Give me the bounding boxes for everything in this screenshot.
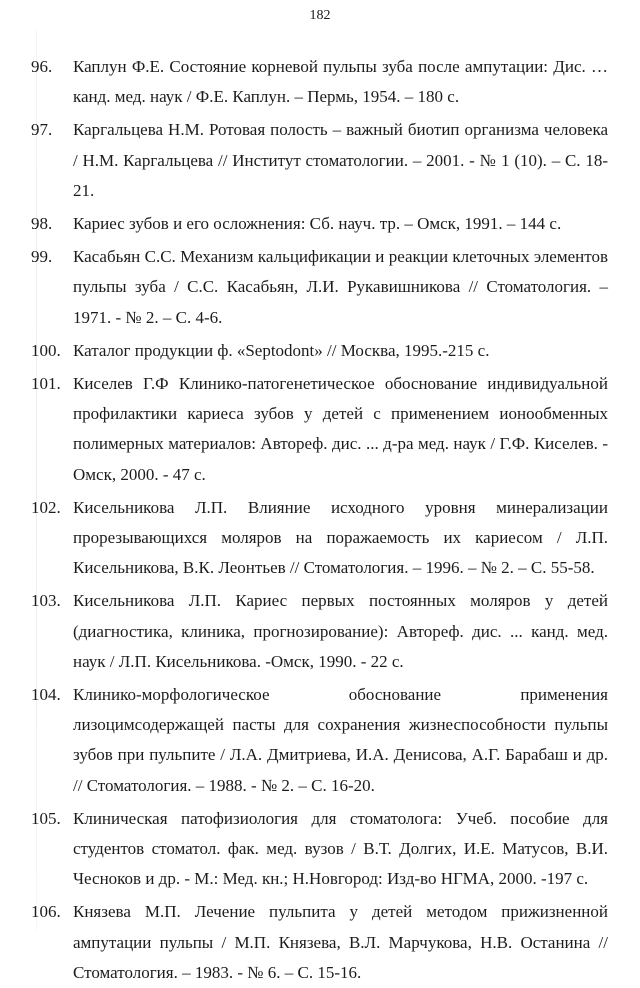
reference-text: Клинико-морфологическое обоснование применения лизоцимсодержащей пасты для сохранения жизнеспособности пульпы зубов при пульпите / Л.А. Дмитриева, И.А. Денисова, А.Г. Барабаш и др. // Стоматология. – 1988. - № 2. – С. 16-20.: [73, 685, 608, 795]
reference-text: Кариес зубов и его осложнения: Сб. науч. тр. – Омск, 1991. – 144 с.: [73, 214, 562, 234]
reference-text: Киселев Г.Ф Клинико-патогенетическое обоснование индивидуальной профилактики кариеса зубов у детей с применением ионообменных полимерных материалов: Автореф. дис. ... д-ра мед. наук / Г.Ф. Киселев. - Омск, 2000. - 47 с.: [73, 374, 608, 484]
reference-text: Каталог продукции ф. «Septodont» // Москва, 1995.-215 с.: [73, 340, 490, 360]
reference-item: [31, 897, 608, 988]
reference-number: 104.: [31, 685, 61, 705]
reference-item: [31, 680, 608, 801]
reference-item: [31, 586, 608, 677]
reference-item: [31, 52, 608, 112]
reference-item: [31, 209, 608, 239]
reference-text: Князева М.П. Лечение пульпита у детей методом прижизненной ампутации пульпы / М.П. Князева, В.Л. Марчукова, Н.В. Останина // Стоматология. – 1983. - № 6. – С. 15-16.: [73, 902, 608, 982]
reference-number: 97.: [31, 120, 53, 140]
reference-text: Каплун Ф.Е. Состояние корневой пульпы зуба после ампутации: Дис. … канд. мед. наук / Ф.Е. Каплун. – Пермь, 1954. – 180 с.: [73, 57, 608, 107]
reference-list: [31, 52, 608, 988]
page-number: 182: [309, 8, 331, 23]
reference-item: [31, 336, 608, 366]
reference-text: Кисельникова Л.П. Кариес первых постоянных моляров у детей (диагностика, клиника, прогнозирование): Автореф. дис. ... канд. мед. наук / Л.П. Кисельникова. -Омск, 1990. - 22 с.: [73, 591, 608, 671]
reference-item: [31, 242, 608, 333]
reference-text: Каргальцева Н.М. Ротовая полость – важный биотип организма человека / Н.М. Каргальцева // Институт стоматологии. – 2001. - № 1 (10). – С. 18-21.: [73, 120, 608, 200]
reference-number: 100.: [31, 340, 61, 360]
reference-item: [31, 804, 608, 895]
reference-item: [31, 369, 608, 490]
reference-number: 98.: [31, 214, 53, 234]
reference-number: 96.: [31, 57, 53, 76]
reference-number: 103.: [31, 591, 61, 611]
reference-item: [31, 115, 608, 206]
reference-text: Кисельникова Л.П. Влияние исходного уровня минерализации прорезывающихся моляров на поражаемость их кариесом / Л.П. Кисельникова, В.К. Леонтьев // Стоматология. – 1996. – № 2. – С. 55-58.: [73, 497, 608, 578]
reference-number: 106.: [31, 902, 61, 922]
reference-item: [31, 493, 608, 584]
reference-number: 102.: [31, 497, 61, 517]
reference-number: 101.: [31, 374, 61, 394]
reference-number: 99.: [31, 247, 53, 267]
reference-text: Касабьян С.С. Механизм кальцификации и реакции клеточных элементов пульпы зуба / С.С. Касабьян, Л.И. Рукавишникова // Стоматология. – 1971. - № 2. – С. 4-6.: [73, 247, 608, 327]
reference-number: 105.: [31, 808, 61, 828]
reference-text: Клиническая патофизиология для стоматолога: Учеб. пособие для студентов стоматол. фак. мед. вузов / В.Т. Долгих, И.Е. Матусов, В.И. Чесноков и др. - М.: Мед. кн.; Н.Новгород: Изд-во НГМА, 2000. -197 с.: [73, 808, 608, 889]
